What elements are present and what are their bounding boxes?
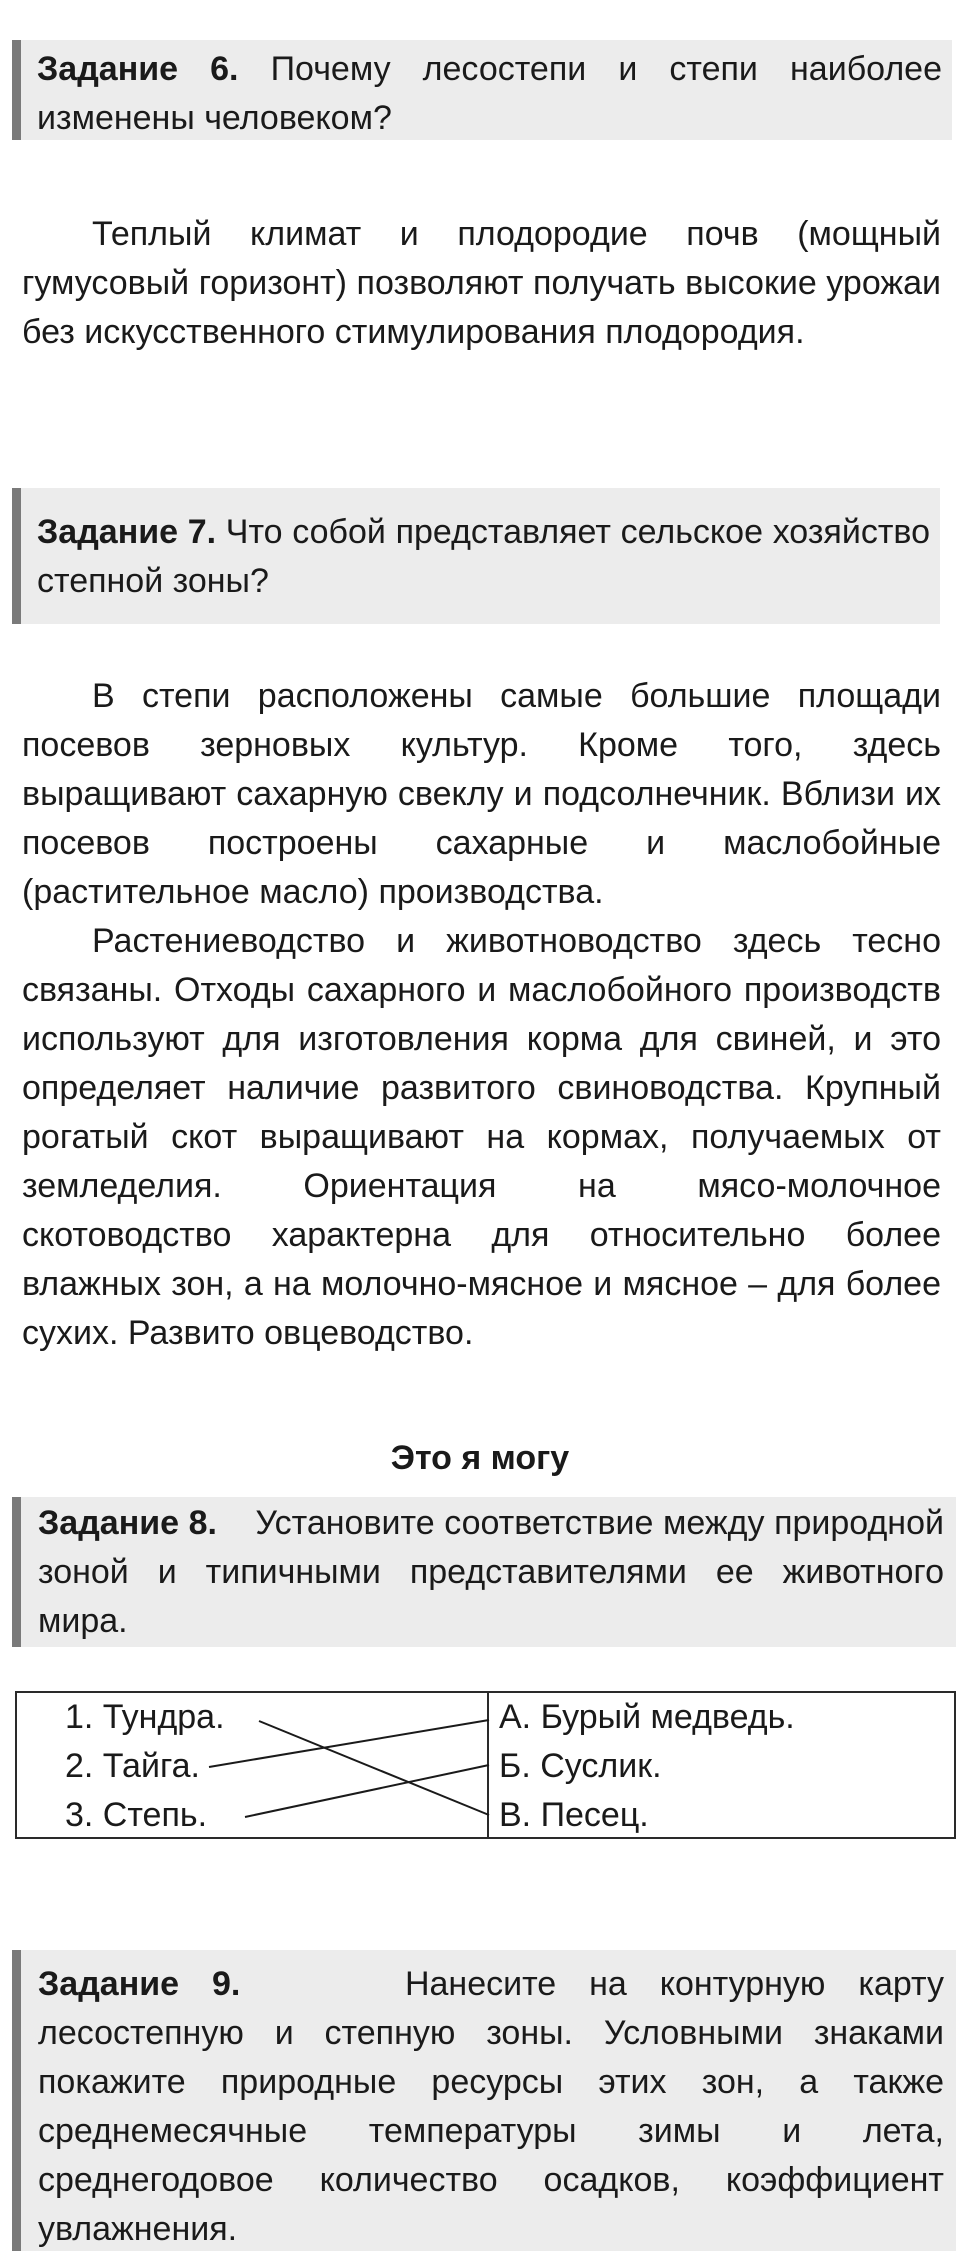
task-8-box	[12, 1497, 956, 1647]
zone-item: 3. Степь.	[65, 1796, 208, 1834]
animal-item: Б. Суслик.	[499, 1747, 662, 1785]
answer-7	[22, 672, 941, 1358]
task-label: Задание 8.	[38, 1504, 217, 1542]
task-question: Нанесите на контурную карту лесостепную и степную зоны. Условными знаками покажите природные ресурсы этих зон, а также среднемесячные температуры зимы и лета, среднегодовое количество осадков, коэффициент увлажнения.	[38, 1965, 944, 2248]
answer-6	[22, 210, 941, 357]
task-label: Задание 7.	[37, 513, 217, 551]
section-heading: Это я могу	[390, 1439, 570, 1477]
match-line-2-a	[209, 1720, 489, 1767]
task-label: Задание 6.	[37, 50, 239, 88]
matching-lines	[17, 1693, 958, 1841]
task-question: Что собой представляет сельское хозяйство степной зоны?	[37, 513, 930, 600]
zone-item: 1. Тундра.	[65, 1698, 225, 1736]
task-6-box	[12, 40, 952, 140]
animal-item: А. Бурый медведь.	[499, 1698, 795, 1736]
task-7-box	[12, 488, 940, 624]
match-line-3-b	[245, 1765, 489, 1817]
task-question: Почему лесостепи и степи наиболее изменены человеком?	[37, 50, 942, 137]
task-question: Установите соответствие между природной зоной и типичными представителями ее животного мира.	[38, 1504, 944, 1640]
match-line-1-v	[259, 1721, 489, 1815]
answer-paragraph: Растениеводство и животноводство здесь тесно связаны. Отходы сахарного и маслобойного производств используют для изготовления корма для свиней, и это определяет наличие развитого свиноводства. Крупный рогатый скот выращивают на кормах, получаемых от земледелия. Ориентация на мясо-молочное скотоводство характерна для относительно более влажных зон, а на молочно-мясное и мясное – для более сухих. Развито овцеводство.	[22, 922, 941, 1352]
task-9-box	[12, 1950, 956, 2251]
answer-paragraph: Теплый климат и плодородие почв (мощный гумусовый горизонт) позволяют получать высокие урожаи без искусственного стимулирования плодородия.	[22, 215, 941, 351]
zone-item: 2. Тайга.	[65, 1747, 200, 1785]
answer-paragraph: В степи расположены самые большие площади посевов зерновых культур. Кроме того, здесь выращивают сахарную свеклу и подсолнечник. Вблизи их посевов построены сахарные и маслобойные (растительное масло) производства.	[22, 677, 941, 911]
animal-item: В. Песец.	[499, 1796, 649, 1834]
task-label: Задание 9.	[38, 1965, 241, 2003]
matching-table	[15, 1691, 956, 1839]
